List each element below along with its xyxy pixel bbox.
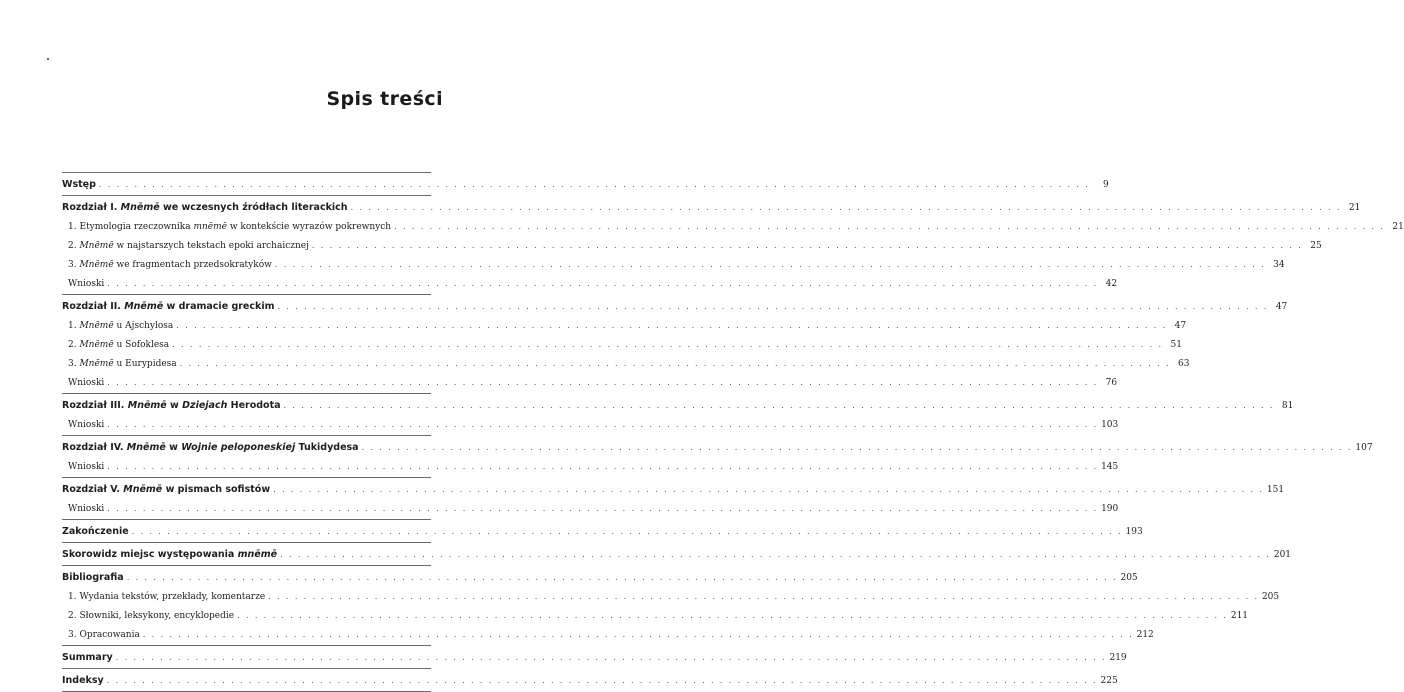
toc-page-number: 151 — [1266, 485, 1285, 495]
page-title: Spis treści — [326, 88, 443, 110]
toc-subentry-2-3[interactable] — [62, 354, 1190, 373]
toc-entry-label: Wnioski — [68, 462, 105, 472]
dot-leader: . . . . . . . . . . . . . . . . . . . . . . . . . . . . . . . . . . . . . . . . . . . . . . . . . . . . . . . . . . . . . . . . . . . . . . . . . . . . . . . . . . . . . . . . . . . . . . . . . . . . . . . . . . . . . . . . — [179, 359, 1171, 368]
dot-leader: . . . . . . . . . . . . . . . . . . . . . . . . . . . . . . . . . . . . . . . . . . . . . . . . . . . . . . . . . . . . . . . . . . . . . . . . . . . . . . . . . . . . . . . . . . . . . . . . . . . . . . . . . . . . . . . . — [350, 203, 1342, 212]
toc-page-number: 21 — [1348, 203, 1361, 213]
toc-subentry-3-wnioski[interactable] — [62, 415, 1119, 434]
dot-leader: . . . . . . . . . . . . . . . . . . . . . . . . . . . . . . . . . . . . . . . . . . . . . . . . . . . . . . . . . . . . . . . . . . . . . . . . . . . . . . . . . . . . . . . . . . . . . . . . . . . . . . . . . . . . . . . . — [172, 340, 1163, 349]
toc-entry-label: 1. Etymologia rzeczownika mnēmē w kontekście wyrazów pokrewnych — [68, 222, 392, 232]
toc-subentry-bib-1[interactable] — [62, 587, 1280, 606]
toc-entry-rozdzial-5[interactable] — [62, 480, 1285, 499]
dot-leader: . . . . . . . . . . . . . . . . . . . . . . . . . . . . . . . . . . . . . . . . . . . . . . . . . . . . . . . . . . . . . . . . . . . . . . . . . . . . . . . . . . . . . . . . . . . . . . . . . . . . . . . . . . . . . . . . — [273, 485, 1264, 494]
toc-entry-bibliografia[interactable] — [62, 568, 1138, 587]
toc-entry-label: 3. Opracowania — [68, 630, 140, 640]
toc-entry-label: 3. Mnēmē u Eurypidesa — [68, 359, 177, 369]
dot-leader: . . . . . . . . . . . . . . . . . . . . . . . . . . . . . . . . . . . . . . . . . . . . . . . . . . . . . . . . . . . . . . . . . . . . . . . . . . . . . . . . . . . . . . . . . . . . . . . . . . . . . . . . . . . . . . . . — [106, 676, 1098, 685]
toc-page-number: 76 — [1105, 378, 1118, 388]
toc-subentry-2-1[interactable] — [62, 316, 1187, 335]
dot-leader: . . . . . . . . . . . . . . . . . . . . . . . . . . . . . . . . . . . . . . . . . . . . . . . . . . . . . . . . . . . . . . . . . . . . . . . . . . . . . . . . . . . . . . . . . . . . . . . . . . . . . . . . . . . . . . . . — [107, 279, 1099, 288]
toc-entry-label: Zakończenie — [62, 526, 129, 537]
toc-page-number: 63 — [1177, 359, 1190, 369]
toc-entry-label: 2. Mnēmē u Sofoklesa — [68, 340, 170, 350]
toc-entry-skorowidz[interactable] — [62, 545, 1292, 564]
toc-page-number: 205 — [1120, 573, 1138, 583]
dot-leader: . . . . . . . . . . . . . . . . . . . . . . . . . . . . . . . . . . . . . . . . . . . . . . . . . . . . . . . . . . . . . . . . . . . . . . . . . . . . . . . . . . . . . . . . . . . . . . . . . . . . . . . . . . . . . . . . — [126, 573, 1118, 582]
toc-entry-label: Bibliografia — [62, 572, 124, 583]
toc-subentry-5-wnioski[interactable] — [62, 499, 1119, 518]
toc-page-number: 34 — [1273, 260, 1285, 270]
dot-leader: . . . . . . . . . . . . . . . . . . . . . . . . . . . . . . . . . . . . . . . . . . . . . . . . . . . . . . . . . . . . . . . . . . . . . . . . . . . . . . . . . . . . . . . . . . . . . . . . . . . . . . . . . . . . . . . . — [394, 222, 1385, 231]
toc-entry-label: Wnioski — [68, 279, 105, 289]
toc-page-number: 107 — [1355, 443, 1373, 453]
toc-entry-label: Wnioski — [68, 420, 105, 430]
dot-leader: . . . . . . . . . . . . . . . . . . . . . . . . . . . . . . . . . . . . . . . . . . . . . . . . . . . . . . . . . . . . . . . . . . . . . . . . . . . . . . . . . . . . . . . . . . . . . . . . . . . . . . . . . . . . . . . . — [311, 241, 1303, 250]
toc-entry-rozdzial-2[interactable] — [62, 297, 1288, 316]
toc-entry-label: Rozdział IV. Mnēmē w Wojnie peloponeskiej Tukidydesa — [62, 442, 359, 453]
dot-leader: . . . . . . . . . . . . . . . . . . . . . . . . . . . . . . . . . . . . . . . . . . . . . . . . . . . . . . . . . . . . . . . . . . . . . . . . . . . . . . . . . . . . . . . . . . . . . . . . . . . . . . . . . . . . . . . . — [237, 611, 1228, 620]
toc-entry-label: Wnioski — [68, 378, 105, 388]
dot-leader: . . . . . . . . . . . . . . . . . . . . . . . . . . . . . . . . . . . . . . . . . . . . . . . . . . . . . . . . . . . . . . . . . . . . . . . . . . . . . . . . . . . . . . . . . . . . . . . . . . . . . . . . . . . . . . . . — [277, 302, 1269, 311]
toc-entry-label: Summary — [62, 652, 113, 663]
toc-entry-wstep[interactable] — [62, 175, 1109, 194]
toc-entry-label: Rozdział III. Mnēmē w Dziejach Herodota — [62, 400, 281, 411]
toc-entry-label: 1. Mnēmē u Ajschylosa — [68, 321, 174, 331]
dot-leader: . . . . . . . . . . . . . . . . . . . . . . . . . . . . . . . . . . . . . . . . . . . . . . . . . . . . . . . . . . . . . . . . . . . . . . . . . . . . . . . . . . . . . . . . . . . . . . . . . . . . . . . . . . . . . . . . — [274, 260, 1266, 269]
toc-entry-label: Rozdział II. Mnēmē w dramacie greckim — [62, 301, 275, 312]
dot-leader: . . . . . . . . . . . . . . . . . . . . . . . . . . . . . . . . . . . . . . . . . . . . . . . . . . . . . . . . . . . . . . . . . . . . . . . . . . . . . . . . . . . . . . . . . . . . . . . . . . . . . . . . . . . . . . . . — [361, 443, 1353, 452]
table-of-contents — [62, 172, 1404, 692]
toc-page-number: 193 — [1125, 527, 1143, 537]
toc-page-number: 211 — [1230, 611, 1249, 621]
dot-leader: . . . . . . . . . . . . . . . . . . . . . . . . . . . . . . . . . . . . . . . . . . . . . . . . . . . . . . . . . . . . . . . . . . . . . . . . . . . . . . . . . . . . . . . . . . . . . . . . . . . . . . . . . . . . . . . . — [107, 420, 1099, 429]
toc-entry-label: Indeksy — [62, 675, 104, 686]
toc-entry-label: 2. Słowniki, leksykony, encyklopedie — [68, 611, 235, 621]
dot-leader: . . . . . . . . . . . . . . . . . . . . . . . . . . . . . . . . . . . . . . . . . . . . . . . . . . . . . . . . . . . . . . . . . . . . . . . . . . . . . . . . . . . . . . . . . . . . . . . . . . . . . . . . . . . . . . . . — [107, 462, 1099, 471]
toc-entry-summary[interactable] — [62, 648, 1127, 667]
toc-page-number: 225 — [1100, 676, 1118, 686]
toc-entry-label: 3. Mnēmē we fragmentach przedsokratyków — [68, 260, 272, 270]
toc-entry-rozdzial-1[interactable] — [62, 198, 1361, 217]
toc-subentry-1-3[interactable] — [62, 255, 1285, 274]
dot-leader: . . . . . . . . . . . . . . . . . . . . . . . . . . . . . . . . . . . . . . . . . . . . . . . . . . . . . . . . . . . . . . . . . . . . . . . . . . . . . . . . . . . . . . . . . . . . . . . . . . . . . . . . . . . . . . . . — [98, 180, 1090, 189]
toc-page-number: 25 — [1310, 241, 1322, 251]
toc-subentry-4-wnioski[interactable] — [62, 457, 1119, 476]
toc-subentry-2-wnioski[interactable] — [62, 373, 1118, 392]
stray-dot-mark — [47, 58, 49, 60]
toc-page-number: 219 — [1109, 653, 1127, 663]
toc-page-number: 212 — [1136, 630, 1154, 640]
toc-page-number: 47 — [1275, 302, 1288, 312]
toc-page-number: 103 — [1101, 420, 1119, 430]
toc-page-number: 81 — [1281, 401, 1294, 411]
toc-subentry-1-1[interactable] — [62, 217, 1404, 236]
toc-entry-rozdzial-4[interactable] — [62, 438, 1373, 457]
dot-leader: . . . . . . . . . . . . . . . . . . . . . . . . . . . . . . . . . . . . . . . . . . . . . . . . . . . . . . . . . . . . . . . . . . . . . . . . . . . . . . . . . . . . . . . . . . . . . . . . . . . . . . . . . . . . . . . . — [142, 630, 1134, 639]
toc-page-number: 42 — [1105, 279, 1118, 289]
dot-leader: . . . . . . . . . . . . . . . . . . . . . . . . . . . . . . . . . . . . . . . . . . . . . . . . . . . . . . . . . . . . . . . . . . . . . . . . . . . . . . . . . . . . . . . . . . . . . . . . . . . . . . . . . . . . . . . . — [268, 592, 1259, 601]
toc-page-number: 145 — [1101, 462, 1119, 472]
dot-leader: . . . . . . . . . . . . . . . . . . . . . . . . . . . . . . . . . . . . . . . . . . . . . . . . . . . . . . . . . . . . . . . . . . . . . . . . . . . . . . . . . . . . . . . . . . . . . . . . . . . . . . . . . . . . . . . . — [176, 321, 1168, 330]
toc-entry-label: 2. Mnēmē w najstarszych tekstach epoki archaicznej — [68, 241, 309, 251]
toc-entry-label: Wstęp — [62, 179, 96, 190]
dot-leader: . . . . . . . . . . . . . . . . . . . . . . . . . . . . . . . . . . . . . . . . . . . . . . . . . . . . . . . . . . . . . . . . . . . . . . . . . . . . . . . . . . . . . . . . . . . . . . . . . . . . . . . . . . . . . . . . — [280, 550, 1271, 559]
toc-page-number: 190 — [1101, 504, 1119, 514]
toc-page-number: 201 — [1273, 550, 1292, 560]
dot-leader: . . . . . . . . . . . . . . . . . . . . . . . . . . . . . . . . . . . . . . . . . . . . . . . . . . . . . . . . . . . . . . . . . . . . . . . . . . . . . . . . . . . . . . . . . . . . . . . . . . . . . . . . . . . . . . . . — [107, 378, 1099, 387]
toc-subentry-bib-3[interactable] — [62, 625, 1154, 644]
dot-leader: . . . . . . . . . . . . . . . . . . . . . . . . . . . . . . . . . . . . . . . . . . . . . . . . . . . . . . . . . . . . . . . . . . . . . . . . . . . . . . . . . . . . . . . . . . . . . . . . . . . . . . . . . . . . . . . . — [115, 653, 1107, 662]
dot-leader: . . . . . . . . . . . . . . . . . . . . . . . . . . . . . . . . . . . . . . . . . . . . . . . . . . . . . . . . . . . . . . . . . . . . . . . . . . . . . . . . . . . . . . . . . . . . . . . . . . . . . . . . . . . . . . . . — [131, 527, 1123, 536]
dot-leader: . . . . . . . . . . . . . . . . . . . . . . . . . . . . . . . . . . . . . . . . . . . . . . . . . . . . . . . . . . . . . . . . . . . . . . . . . . . . . . . . . . . . . . . . . . . . . . . . . . . . . . . . . . . . . . . . — [107, 504, 1099, 513]
toc-entry-indeksy[interactable] — [62, 671, 1118, 690]
toc-entry-label: Skorowidz miejsc występowania mnēmē — [62, 549, 278, 560]
toc-page-number: 51 — [1170, 340, 1182, 350]
toc-entry-label: Rozdział I. Mnēmē we wczesnych źródłach literackich — [62, 202, 348, 213]
toc-entry-label: 1. Wydania tekstów, przekłady, komentarze — [68, 592, 266, 602]
toc-page-number: 205 — [1261, 592, 1280, 602]
toc-subentry-1-2[interactable] — [62, 236, 1322, 255]
toc-subentry-2-2[interactable] — [62, 335, 1182, 354]
toc-subentry-1-wnioski[interactable] — [62, 274, 1118, 293]
toc-entry-label: Rozdział V. Mnēmē w pismach sofistów — [62, 484, 271, 495]
dot-leader: . . . . . . . . . . . . . . . . . . . . . . . . . . . . . . . . . . . . . . . . . . . . . . . . . . . . . . . . . . . . . . . . . . . . . . . . . . . . . . . . . . . . . . . . . . . . . . . . . . . . . . . . . . . . . . . . — [283, 401, 1275, 410]
toc-entry-rozdzial-3[interactable] — [62, 396, 1294, 415]
toc-entry-label: Wnioski — [68, 504, 105, 514]
toc-page-number: 9 — [1102, 180, 1109, 190]
toc-page-number: 47 — [1174, 321, 1187, 331]
toc-entry-zakonczenie[interactable] — [62, 522, 1143, 541]
toc-subentry-bib-2[interactable] — [62, 606, 1249, 625]
toc-page-number: 21 — [1392, 222, 1404, 232]
